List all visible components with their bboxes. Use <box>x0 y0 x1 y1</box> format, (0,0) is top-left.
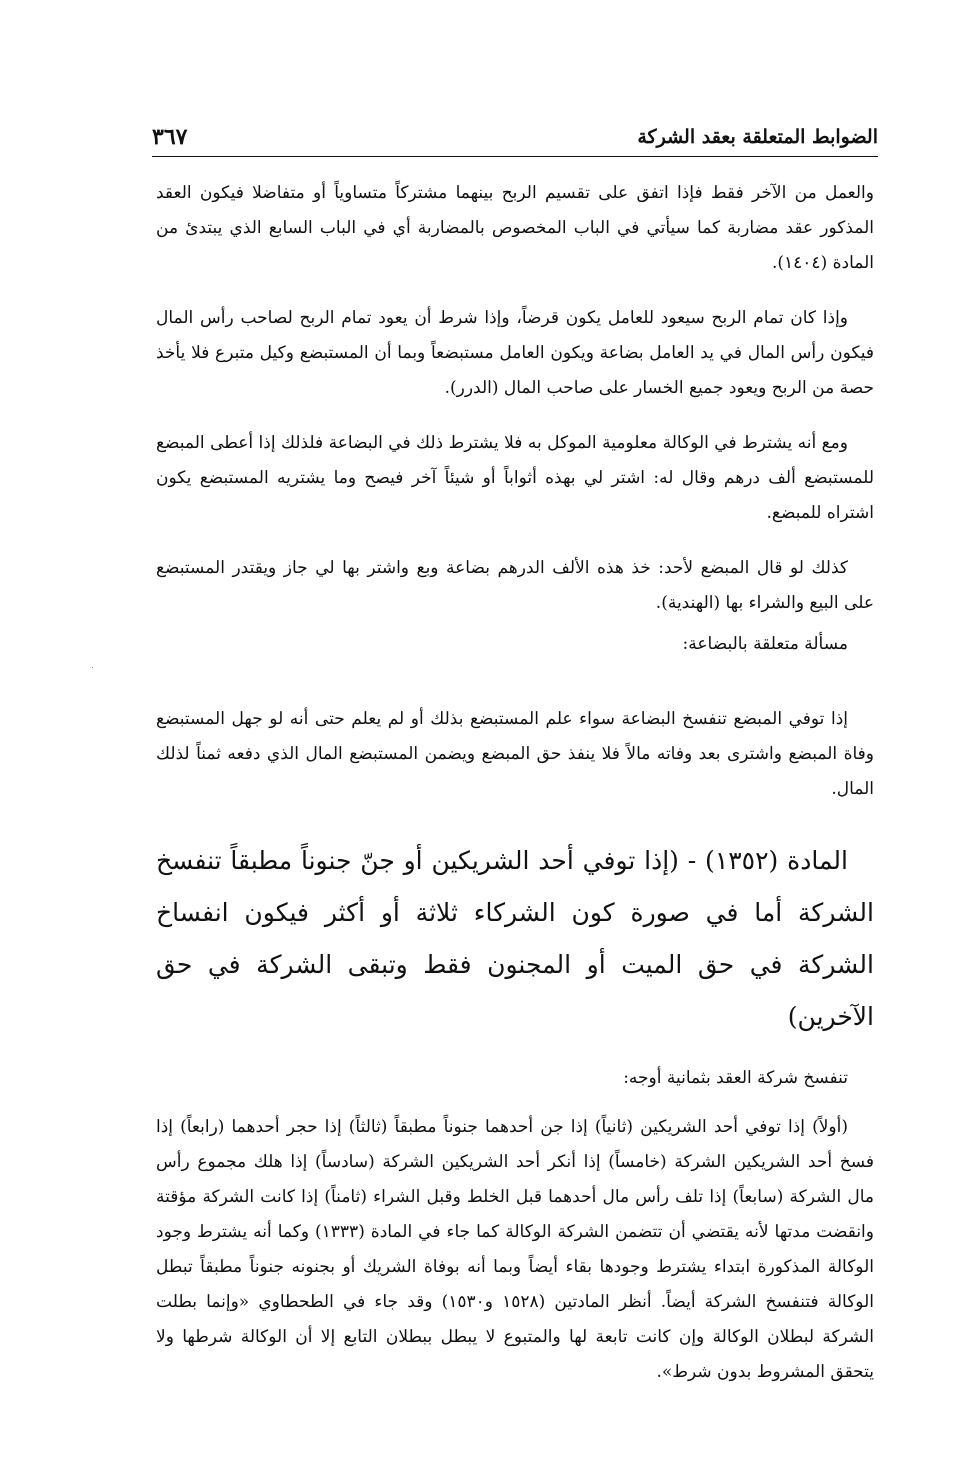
commentary-lead: تنفسخ شركة العقد بثمانية أوجه: <box>623 1068 848 1088</box>
page-number: ٣٦٧ <box>152 124 188 150</box>
death-paragraph: إذا توفي المبضع تنفسخ البضاعة سواء علم المستبضع بذلك أو لم يعلم حتى أنه لو جهل المستبضع وفاة المبضع واشترى بعد وفاته مالاً فلا ينفذ حق المبضع ويضمن المستبضع المال الذي دفعه ثمناً لذلك المال. <box>156 709 874 799</box>
paragraph-1: والعمل من الآخر فقط فإذا اتفق على تقسيم الربح بينهما مشتركاً متساوياً أو متفاضلا فيكون العقد المذكور عقد مضاربة كما سيأتي في الباب المخصوص بالمضاربة أي في الباب السابع الذي يبتدئ من المادة (١٤٠٤). <box>156 183 874 273</box>
running-title: الضوابط المتعلقة بعقد الشركة <box>637 126 878 148</box>
page-header <box>152 124 878 157</box>
paragraph-4: كذلك لو قال المبضع لأحد: خذ هذه الألف الدرهم بضاعة وبع واشتر بها لي جاز ويقتدر المستبضع على البيع والشراء بها (الهندية). <box>156 558 874 613</box>
paragraph-2: وإذا كان تمام الربح سيعود للعامل يكون قرضاً، وإذا شرط أن يعود تمام الربح لصاحب رأس المال فيكون رأس المال في يد العامل بضاعة ويكون العامل مستبضعاً وبما أن المستبضع وكيل متبرع فلا يأخذ حصة من الربح ويعود جميع الخسار على صاحب المال (الدرر). <box>156 308 874 398</box>
article-1352: المادة (١٣٥٢) - (إذا توفي أحد الشريكين أو جنّ جنوناً مطبقاً تنفسخ الشركة أما في صورة كون الشركاء ثلاثة أو أكثر فيكون انفساخ الشركة في حق الميت أو المجنون فقط وتبقى الشركة في حق الآخرين) <box>156 846 874 1031</box>
section-subheading: مسألة متعلقة بالبضاعة: <box>682 634 848 654</box>
commentary-paragraph: (أولاً) إذا توفي أحد الشريكين (ثانياً) إذا جن أحدهما جنوناً مطبقاً (ثالثاً) إذا حجر أحدهما (رابعاً) إذا فسخ أحد الشريكين الشركة (خامساً) إذا أنكر أحد الشريكين الشركة (سادساً) إذا هلك مجموع رأس مال الشركة (سابعاً) إذا تلف رأس مال أحدهما قبل الخلط وقبل الشراء (ثامناً) إذا كانت الشركة مؤقتة وانقضت مدتها لأنه يقتضي أن تتضمن الشركة الوكالة كما جاء في المادة (١٣٣٣) وكما أنه يشترط وجود الوكالة المذكورة ابتداء يشترط وجودها بقاء أيضاً وبما أنه بوفاة الشريك أو بجنونه جنوناً مطبقاً تبطل الوكالة فتنفسخ الشركة أيضاً. أنظر المادتين (١٥٢٨ و١٥٣٠) وقد جاء في الطحطاوي «وإنما بطلت الشركة لبطلان الوكالة وإن كانت تابعة لها والمتبوع لا يبطل ببطلان التابع إلا أن الوكالة شرطها ولا يتحقق المشروط بدون شرط». <box>156 1117 874 1382</box>
paragraph-3: ومع أنه يشترط في الوكالة معلومية الموكل به فلا يشترط ذلك في البضاعة فلذلك إذا أعطى المبضع للمستبضع ألف درهم وقال له: اشتر لي بهذه أثواباً أو شيئاً آخر فيصح وما يشتريه المستبضع يكون اشتراه للمبضع. <box>156 433 874 523</box>
page-body <box>156 176 874 1390</box>
margin-mark <box>92 667 93 668</box>
